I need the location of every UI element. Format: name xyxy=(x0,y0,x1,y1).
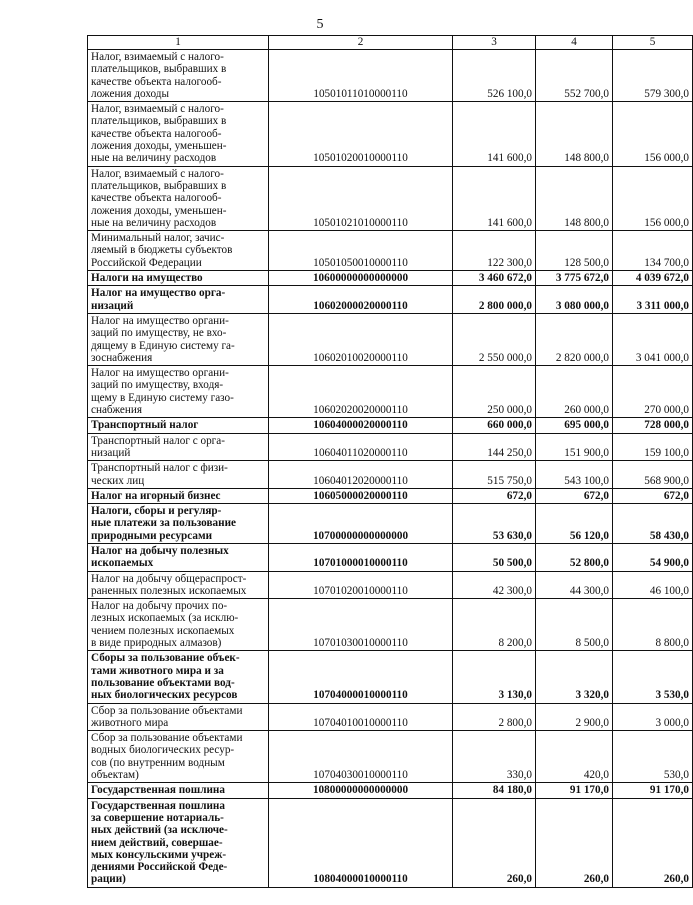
row-value-col5: 3 000,0 xyxy=(613,703,693,731)
row-name: Налог, взимаемый с налого- плательщиков, выбравших в качестве объекта налогооб- ложения доходы, уменьшен- ные на величину расходов xyxy=(88,166,269,230)
row-value-col3: 122 300,0 xyxy=(453,231,536,271)
row-value-col4: 695 000,0 xyxy=(536,418,613,433)
row-value-col3: 50 500,0 xyxy=(453,543,536,571)
row-name: Сборы за пользование объек- тами животного мира и за пользование объектами вод- ных биологических ресурсов xyxy=(88,651,269,703)
row-value-col4: 44 300,0 xyxy=(536,571,613,599)
row-value-col3: 42 300,0 xyxy=(453,571,536,599)
row-value-col5: 260,0 xyxy=(613,798,693,887)
table-row xyxy=(88,271,693,286)
page-number: 5 xyxy=(316,17,324,32)
table-row xyxy=(88,488,693,503)
row-value-col5: 270 000,0 xyxy=(613,366,693,418)
table-header-row xyxy=(88,36,693,50)
row-value-col5: 159 100,0 xyxy=(613,433,693,461)
row-name: Минимальный налог, зачис- ляемый в бюджеты субъектов Российской Федерации xyxy=(88,231,269,271)
row-name: Налог на добычу прочих по- лезных ископаемых (за исклю- чением полезных ископаемых в виде природных алмазов) xyxy=(88,599,269,651)
column-header: 5 xyxy=(613,36,693,50)
table-row xyxy=(88,50,693,102)
budget-table xyxy=(87,35,693,888)
row-value-col5: 728 000,0 xyxy=(613,418,693,433)
table-row xyxy=(88,461,693,489)
row-value-col3: 8 200,0 xyxy=(453,599,536,651)
row-value-col3: 2 800,0 xyxy=(453,703,536,731)
row-value-col5: 91 170,0 xyxy=(613,783,693,798)
row-code: 10700000000000000 xyxy=(269,504,453,544)
table-row xyxy=(88,102,693,166)
row-name: Транспортный налог с орга- низаций xyxy=(88,433,269,461)
row-code: 10600000000000000 xyxy=(269,271,453,286)
row-code: 10800000000000000 xyxy=(269,783,453,798)
row-value-col3: 144 250,0 xyxy=(453,433,536,461)
row-value-col3: 141 600,0 xyxy=(453,102,536,166)
row-code: 10602010020000110 xyxy=(269,313,453,365)
row-value-col4: 3 775 672,0 xyxy=(536,271,613,286)
row-value-col3: 330,0 xyxy=(453,731,536,783)
table-row xyxy=(88,166,693,230)
row-name: Налог на имущество орга- низаций xyxy=(88,286,269,314)
row-value-col5: 54 900,0 xyxy=(613,543,693,571)
table-row xyxy=(88,504,693,544)
row-value-col3: 660 000,0 xyxy=(453,418,536,433)
row-value-col5: 4 039 672,0 xyxy=(613,271,693,286)
table-row xyxy=(88,286,693,314)
row-code: 10501050010000110 xyxy=(269,231,453,271)
table-row xyxy=(88,418,693,433)
row-value-col4: 148 800,0 xyxy=(536,102,613,166)
row-code: 10501011010000110 xyxy=(269,50,453,102)
row-value-col5: 3 530,0 xyxy=(613,651,693,703)
row-value-col4: 260,0 xyxy=(536,798,613,887)
row-value-col4: 148 800,0 xyxy=(536,166,613,230)
row-code: 10701020010000110 xyxy=(269,571,453,599)
table-row xyxy=(88,313,693,365)
row-value-col4: 552 700,0 xyxy=(536,50,613,102)
row-value-col4: 420,0 xyxy=(536,731,613,783)
table-row xyxy=(88,651,693,703)
row-value-col4: 2 820 000,0 xyxy=(536,313,613,365)
row-value-col4: 91 170,0 xyxy=(536,783,613,798)
row-code: 10704010010000110 xyxy=(269,703,453,731)
row-name: Государственная пошлина xyxy=(88,783,269,798)
row-name: Налог на имущество органи- заций по имуществу, входя- щему в Единую систему газо- снабжения xyxy=(88,366,269,418)
row-name: Транспортный налог с физи- ческих лиц xyxy=(88,461,269,489)
row-value-col3: 3 130,0 xyxy=(453,651,536,703)
table-row xyxy=(88,433,693,461)
row-code: 10501020010000110 xyxy=(269,102,453,166)
row-name: Государственная пошлина за совершение нотариаль- ных действий (за исключе- нием действий, совершае- мых консульскими учреж- дениями Российской Феде- рации) xyxy=(88,798,269,887)
row-value-col4: 543 100,0 xyxy=(536,461,613,489)
row-code: 10501021010000110 xyxy=(269,166,453,230)
row-value-col4: 2 900,0 xyxy=(536,703,613,731)
row-value-col5: 156 000,0 xyxy=(613,102,693,166)
column-header: 1 xyxy=(88,36,269,50)
row-value-col4: 128 500,0 xyxy=(536,231,613,271)
row-value-col5: 530,0 xyxy=(613,731,693,783)
row-value-col5: 8 800,0 xyxy=(613,599,693,651)
row-value-col4: 151 900,0 xyxy=(536,433,613,461)
table-row xyxy=(88,703,693,731)
row-value-col5: 579 300,0 xyxy=(613,50,693,102)
column-header: 2 xyxy=(269,36,453,50)
row-value-col3: 2 800 000,0 xyxy=(453,286,536,314)
column-header: 4 xyxy=(536,36,613,50)
row-value-col5: 134 700,0 xyxy=(613,231,693,271)
row-value-col5: 3 041 000,0 xyxy=(613,313,693,365)
row-code: 10604012020000110 xyxy=(269,461,453,489)
row-name: Налоги, сборы и регуляр- ные платежи за пользование природными ресурсами xyxy=(88,504,269,544)
row-value-col3: 672,0 xyxy=(453,488,536,503)
row-value-col5: 568 900,0 xyxy=(613,461,693,489)
table-row xyxy=(88,731,693,783)
row-value-col3: 84 180,0 xyxy=(453,783,536,798)
row-code: 10604011020000110 xyxy=(269,433,453,461)
row-code: 10704000010000110 xyxy=(269,651,453,703)
table-row xyxy=(88,366,693,418)
row-name: Налог на добычу общераспрост- раненных полезных ископаемых xyxy=(88,571,269,599)
row-code: 10701000010000110 xyxy=(269,543,453,571)
row-name: Налог, взимаемый с налого- плательщиков, выбравших в качестве объекта налогооб- ложения доходы, уменьшен- ные на величину расходов xyxy=(88,102,269,166)
row-value-col4: 260 000,0 xyxy=(536,366,613,418)
row-code: 10604000020000110 xyxy=(269,418,453,433)
table-row xyxy=(88,798,693,887)
row-name: Сбор за пользование объектами животного мира xyxy=(88,703,269,731)
row-value-col4: 672,0 xyxy=(536,488,613,503)
row-name: Сбор за пользование объектами водных биологических ресур- сов (по внутренним водным объектам) xyxy=(88,731,269,783)
row-value-col3: 515 750,0 xyxy=(453,461,536,489)
row-code: 10605000020000110 xyxy=(269,488,453,503)
row-name: Налог на имущество органи- заций по имуществу, не вхо- дящему в Единую систему га- зоснабжения xyxy=(88,313,269,365)
row-value-col3: 3 460 672,0 xyxy=(453,271,536,286)
row-code: 10701030010000110 xyxy=(269,599,453,651)
row-value-col3: 53 630,0 xyxy=(453,504,536,544)
row-name: Налог на добычу полезных ископаемых xyxy=(88,543,269,571)
table-row xyxy=(88,543,693,571)
row-value-col5: 672,0 xyxy=(613,488,693,503)
table-row xyxy=(88,783,693,798)
row-value-col4: 3 080 000,0 xyxy=(536,286,613,314)
row-name: Транспортный налог xyxy=(88,418,269,433)
row-value-col4: 8 500,0 xyxy=(536,599,613,651)
table-row xyxy=(88,231,693,271)
row-value-col3: 250 000,0 xyxy=(453,366,536,418)
row-value-col4: 52 800,0 xyxy=(536,543,613,571)
row-value-col3: 260,0 xyxy=(453,798,536,887)
row-value-col3: 141 600,0 xyxy=(453,166,536,230)
row-code: 10704030010000110 xyxy=(269,731,453,783)
row-value-col4: 3 320,0 xyxy=(536,651,613,703)
row-value-col4: 56 120,0 xyxy=(536,504,613,544)
row-name: Налог, взимаемый с налого- плательщиков, выбравших в качестве объекта налогооб- ложения доходы xyxy=(88,50,269,102)
row-code: 10602020020000110 xyxy=(269,366,453,418)
column-header: 3 xyxy=(453,36,536,50)
row-name: Налоги на имущество xyxy=(88,271,269,286)
row-value-col5: 156 000,0 xyxy=(613,166,693,230)
table-row xyxy=(88,599,693,651)
row-name: Налог на игорный бизнес xyxy=(88,488,269,503)
row-value-col3: 2 550 000,0 xyxy=(453,313,536,365)
row-value-col3: 526 100,0 xyxy=(453,50,536,102)
table-row xyxy=(88,571,693,599)
row-code: 10602000020000110 xyxy=(269,286,453,314)
row-value-col5: 46 100,0 xyxy=(613,571,693,599)
row-code: 10804000010000110 xyxy=(269,798,453,887)
row-value-col5: 3 311 000,0 xyxy=(613,286,693,314)
row-value-col5: 58 430,0 xyxy=(613,504,693,544)
